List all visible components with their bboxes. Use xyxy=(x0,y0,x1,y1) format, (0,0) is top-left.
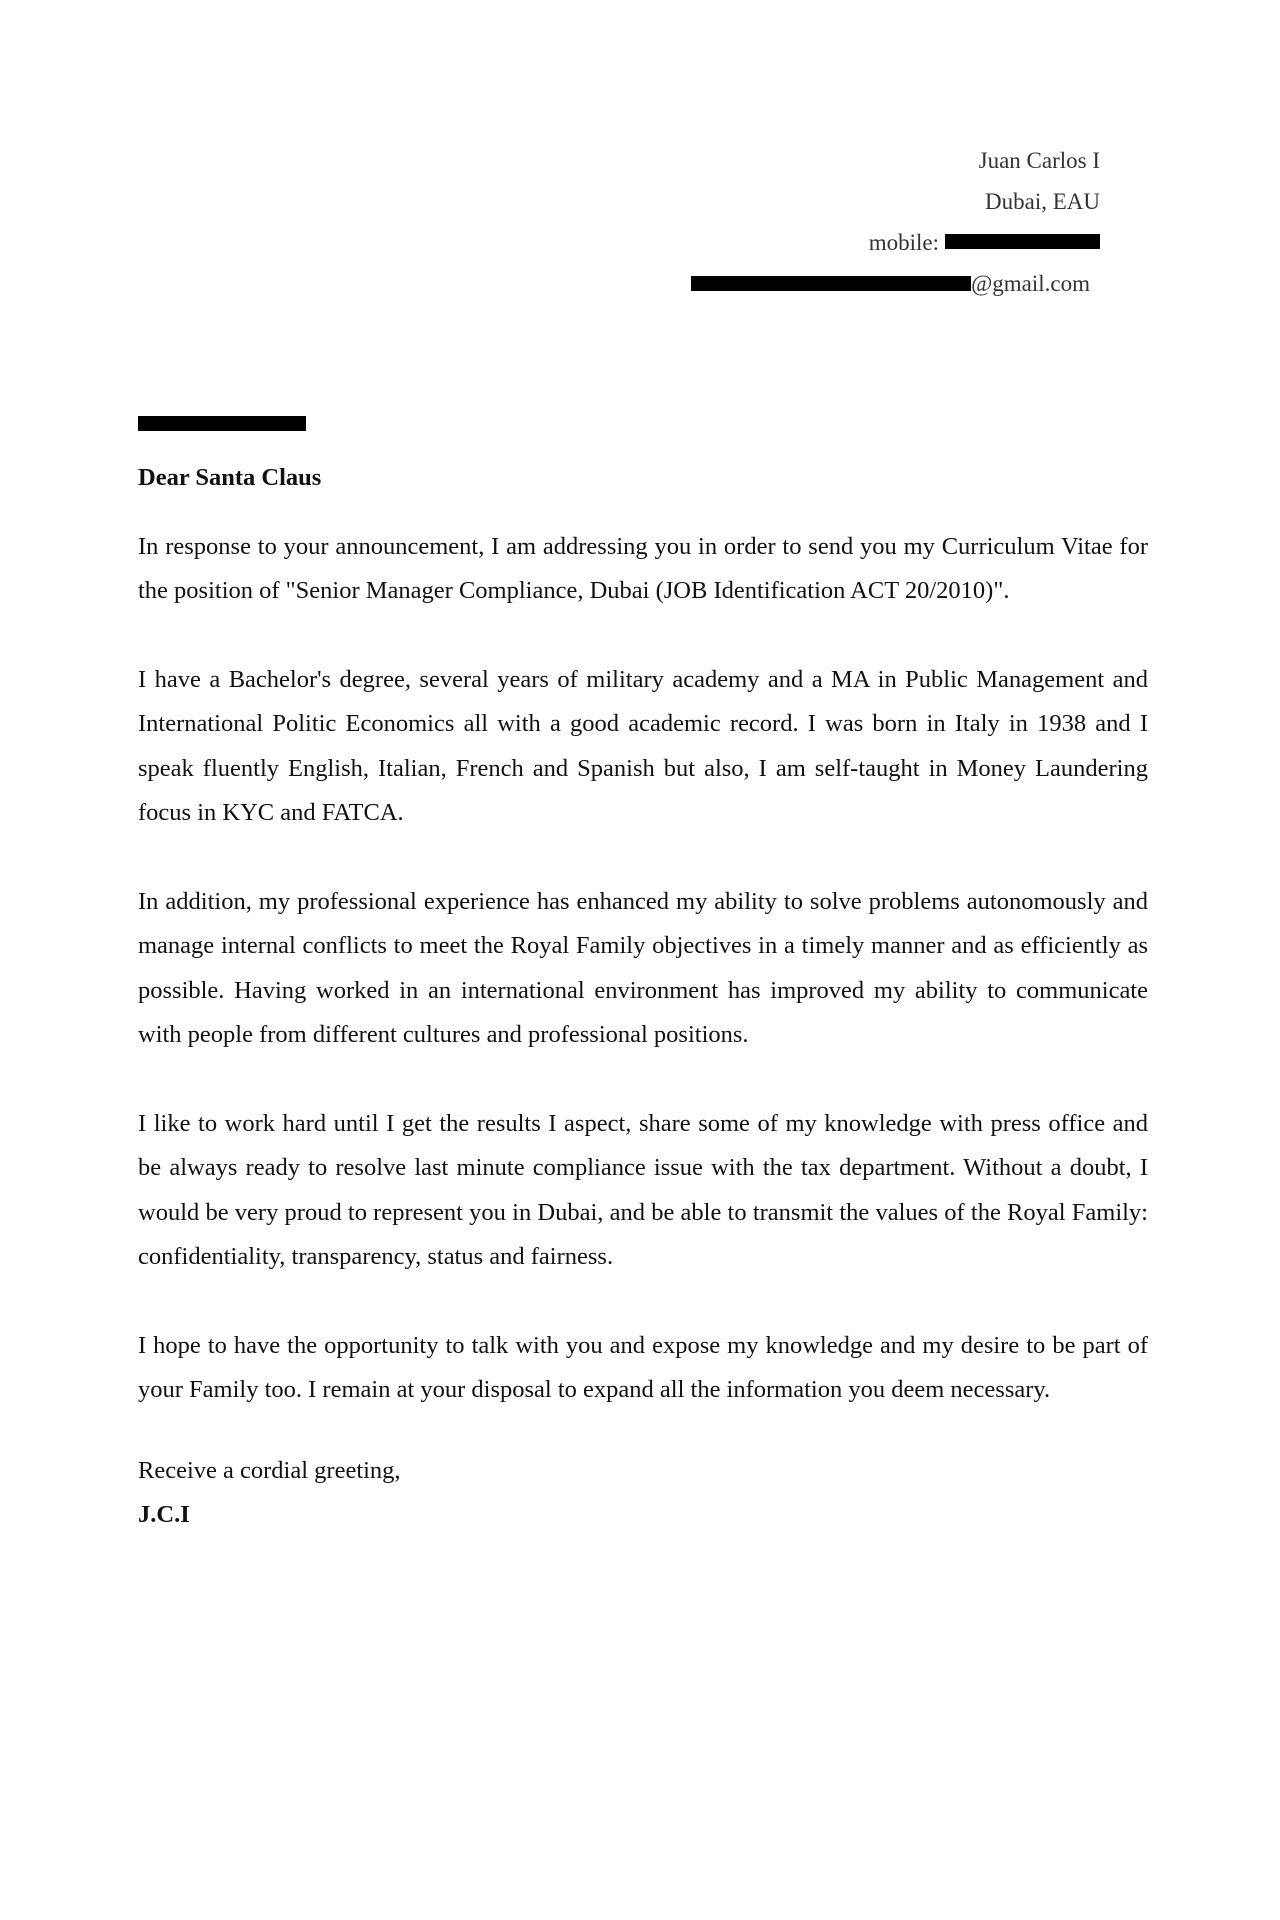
closing-line: Receive a cordial greeting, xyxy=(138,1456,401,1484)
paragraph-4: I like to work hard until I get the results I aspect, share some of my knowledge with press office and be always ready to resolve last minute compliance issue with the tax department. Without a doubt, I would be very proud to represent you in Dubai, and be able to transmit the values of the Royal Family: confidentiality, transparency, status and fairness. xyxy=(138,1109,1148,1270)
sender-mobile xyxy=(500,222,1100,263)
paragraph-5: I hope to have the opportunity to talk with you and expose my knowledge and my desire to be part of your Family too. I remain at your disposal to expand all the information you deem necessary. xyxy=(138,1331,1148,1403)
redacted-phone-number xyxy=(945,234,1100,249)
paragraph-2: I have a Bachelor's degree, several years of military academy and a MA in Public Management and International Politic Economics all with a good academic record. I was born in Italy in 1938 and I speak fluently English, Italian, French and Spanish but also, I am self-taught in Money Laundering focus in KYC and FATCA. xyxy=(138,665,1148,826)
letter-body xyxy=(138,456,1148,1538)
sender-city: Dubai, EAU xyxy=(985,189,1100,214)
sender-email xyxy=(500,263,1100,304)
email-domain: @gmail.com xyxy=(971,271,1090,296)
redacted-recipient-line xyxy=(138,416,306,431)
signature: J.C.I xyxy=(138,1501,190,1528)
sender-address-block xyxy=(500,140,1100,304)
salutation: Dear Santa Claus xyxy=(138,464,322,491)
paragraph-3: In addition, my professional experience has enhanced my ability to solve problems autonomously and manage internal conflicts to meet the Royal Family objectives in a timely manner and as efficiently as possible. Having worked in an international environment has improved my ability to communicate with people from different cultures and professional positions. xyxy=(138,887,1148,1048)
paragraph-1: In response to your announcement, I am addressing you in order to send you my Curriculum Vitae for the position of "Senior Manager Compliance, Dubai (JOB Identification ACT 20/2010)". xyxy=(138,532,1148,604)
sender-name: Juan Carlos I xyxy=(978,148,1100,173)
redacted-email-local-part xyxy=(691,276,971,291)
mobile-label: mobile: xyxy=(868,230,939,255)
